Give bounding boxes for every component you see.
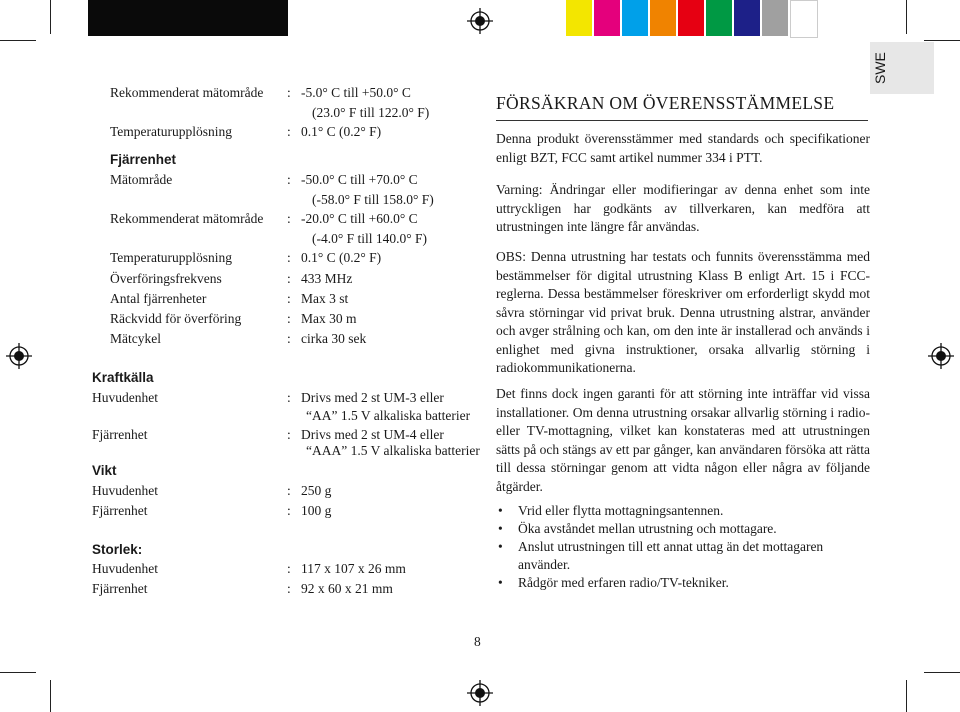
spec-label: Fjärrenhet <box>92 581 148 596</box>
spec-colon: : <box>287 124 291 139</box>
title-divider <box>496 120 868 121</box>
spec-colon: : <box>287 581 291 596</box>
crop-mark <box>924 40 960 41</box>
spec-label: Rekommenderat mätområde <box>110 85 264 100</box>
spec-label: Rekommenderat mätområde <box>110 211 264 226</box>
spec-colon: : <box>287 390 291 405</box>
spec-colon: : <box>287 503 291 518</box>
spec-colon: : <box>287 211 291 226</box>
color-swatch <box>566 0 592 36</box>
spec-label: Huvudenhet <box>92 483 158 498</box>
declaration-paragraph: Det finns dock ingen garanti för att störning inte inträffar vid vissa installationer. Om denna utrustning orsakar allvarlig störning i radio- eller TV-mottagning, vilket kan konstateras med att utrustningen sätts på och stängs av ett par gånger, kan användaren försöka att rätta till dessa störningar genom att vidta någon eller några av följande åtgärder. <box>496 386 870 494</box>
declaration-paragraph: Denna produkt överensstämmer med standards och specifikationer enligt BZT, FCC samt artikel nummer 334 i PTT. <box>496 131 870 165</box>
crop-mark <box>924 672 960 673</box>
spec-label: Fjärrenhet <box>92 427 148 442</box>
crop-mark <box>906 680 907 712</box>
spec-label: Räckvidd för överföring <box>110 311 242 326</box>
spec-label: Temperaturupplösning <box>110 250 233 265</box>
language-tab-label: SWE <box>872 52 888 84</box>
list-item: • Rådgör med erfaren radio/TV-tekniker. <box>496 574 870 592</box>
declaration-title: FÖRSÄKRAN OM ÖVERENSSTÄMMELSE <box>496 93 835 113</box>
spec-value: Max 30 m <box>301 311 357 326</box>
color-swatch <box>678 0 704 36</box>
list-item: • Vrid eller flytta mottagningsantennen. <box>496 502 870 520</box>
spec-colon: : <box>287 561 291 576</box>
spec-colon: : <box>287 250 291 265</box>
spec-label: Huvudenhet <box>92 390 158 405</box>
list-item: • Öka avståndet mellan utrustning och mottagare. <box>496 520 870 538</box>
spec-colon: : <box>287 85 291 100</box>
spec-label: Antal fjärrenheter <box>110 291 207 306</box>
size-heading: Storlek: <box>92 542 143 557</box>
spec-value: 0.1° C (0.2° F) <box>301 250 382 265</box>
spec-value: 117 x 107 x 26 mm <box>301 561 406 576</box>
remedy-list <box>496 502 870 592</box>
spec-colon: : <box>287 172 291 187</box>
color-swatch <box>790 0 818 38</box>
spec-value: (23.0° F till 122.0° F) <box>312 105 430 120</box>
spec-value: 0.1° C (0.2° F) <box>301 124 382 139</box>
color-swatch <box>706 0 732 36</box>
spec-colon: : <box>287 271 291 286</box>
color-swatch <box>594 0 620 36</box>
weight-heading: Vikt <box>92 463 117 478</box>
color-swatch <box>622 0 648 36</box>
crop-mark <box>906 0 907 34</box>
spec-value: 250 g <box>301 483 332 498</box>
color-swatch <box>650 0 676 36</box>
page-number: 8 <box>474 634 481 649</box>
spec-value: -20.0° C till +60.0° C <box>301 211 418 226</box>
remote-unit-heading: Fjärrenhet <box>110 152 177 167</box>
spec-value: Max 3 st <box>301 291 349 306</box>
spec-value: 92 x 60 x 21 mm <box>301 581 393 596</box>
list-item: • Anslut utrustningen till ett annat uttag än det mottagaren använder. <box>496 538 870 574</box>
spec-value: Drivs med 2 st UM-3 eller <box>301 390 444 405</box>
color-swatch <box>734 0 760 36</box>
spec-label: Fjärrenhet <box>92 503 148 518</box>
spec-value: cirka 30 sek <box>301 331 367 346</box>
spec-value: (-4.0° F till 140.0° F) <box>312 231 428 246</box>
spec-colon: : <box>287 483 291 498</box>
spec-value: -5.0° C till +50.0° C <box>301 85 411 100</box>
spec-colon: : <box>287 427 291 442</box>
declaration-paragraph: Varning: Ändringar eller modifieringar av denna enhet som inte uttryckligen har godkänts av tillverkaren, kan medföra att utrustningen inte längre får användas. <box>496 182 870 234</box>
spec-value: (-58.0° F till 158.0° F) <box>312 192 434 207</box>
spec-colon: : <box>287 291 291 306</box>
spec-colon: : <box>287 331 291 346</box>
spec-colon: : <box>287 311 291 326</box>
spec-value: -50.0° C till +70.0° C <box>301 172 418 187</box>
spec-value: 100 g <box>301 503 332 518</box>
spec-value: 433 MHz <box>301 271 353 286</box>
spec-value: Drivs med 2 st UM-4 eller <box>301 427 444 442</box>
spec-value: “AA” 1.5 V alkaliska batterier <box>306 408 471 423</box>
spec-label: Överföringsfrekvens <box>110 271 222 286</box>
declaration-paragraph: OBS: Denna utrustning har testats och funnits överensstämma med bestämmelser för digital utrustning Klass B enligt Art. 15 i FCC-reglerna. Dessa bestämmelser föreskriver om erforderligt skydd mot såvra störningar vid privat bruk. Denna utrustning alstrar, använder och avger strålning och kan, om den inte är installerad och används i enlighet med givna instruktioner, orsaka allvarlig störning i radiokommunikationerna. <box>496 249 870 375</box>
power-source-heading: Kraftkälla <box>92 370 154 385</box>
spec-label: Mätområde <box>110 172 173 187</box>
spec-value: “AAA” 1.5 V alkaliska batterier <box>306 443 480 458</box>
spec-label: Huvudenhet <box>92 561 158 576</box>
registration-mark-icon <box>928 343 954 369</box>
spec-label: Temperaturupplösning <box>110 124 233 139</box>
color-swatch <box>762 0 788 36</box>
spec-label: Mätcykel <box>110 331 161 346</box>
